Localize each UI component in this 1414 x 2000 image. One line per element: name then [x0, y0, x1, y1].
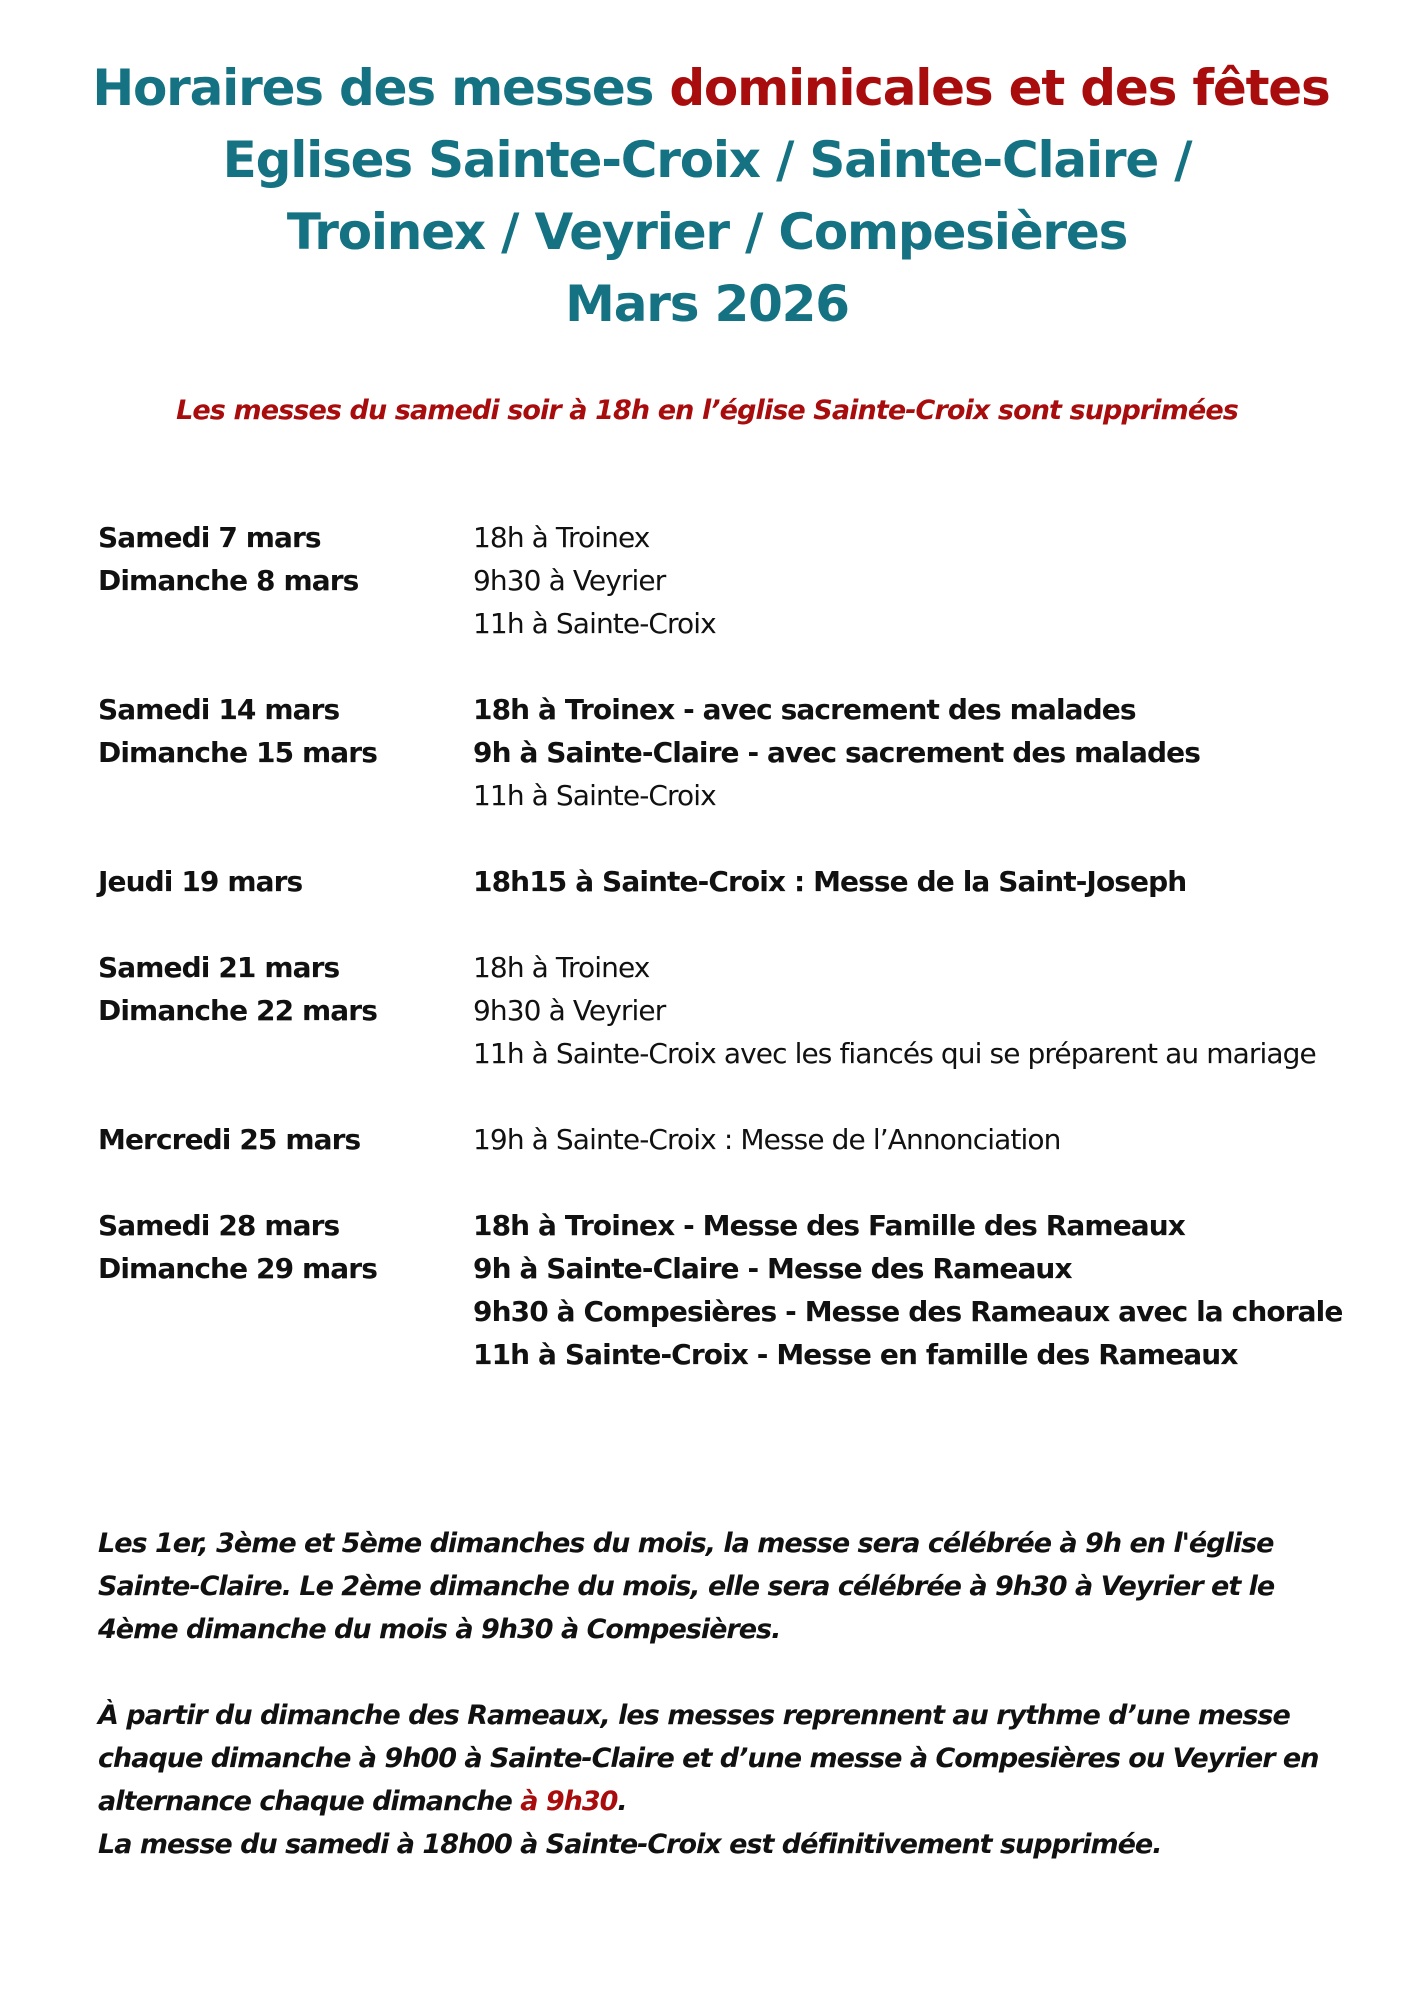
schedule-day: Mercredi 25 mars — [98, 1123, 361, 1156]
schedule-mass: 18h à Troinex - Messe des Famille des Rameaux — [473, 1209, 1185, 1242]
schedule-mass: 18h15 à Sainte-Croix : Messe de la Saint-Joseph — [473, 865, 1187, 898]
mass-schedule — [98, 516, 1398, 1419]
schedule-mass: 9h à Sainte-Claire - Messe des Rameaux — [473, 1252, 1072, 1285]
schedule-group — [98, 860, 1398, 903]
schedule-masses — [473, 860, 1398, 903]
title-part-red: dominicales et des fêtes — [669, 59, 1330, 117]
schedule-group — [98, 516, 1398, 645]
schedule-day: Samedi 21 mars — [98, 951, 340, 984]
schedule-mass: 18h à Troinex - avec sacrement des malades — [473, 693, 1136, 726]
note-rameaux-highlight: à 9h30 — [520, 1786, 618, 1817]
suppression-notice: Les messes du samedi soir à 18h en l’église Sainte-Croix sont supprimées — [176, 395, 1238, 426]
schedule-days — [98, 946, 473, 1075]
schedule-day: Samedi 7 mars — [98, 521, 321, 554]
note-paragraph-rameaux — [98, 1694, 1358, 1823]
schedule-day: Samedi 28 mars — [98, 1209, 340, 1242]
notes-section — [98, 1522, 1358, 1909]
schedule-group — [98, 1118, 1398, 1161]
schedule-masses — [473, 688, 1398, 817]
month-title: Mars 2026 — [565, 275, 849, 333]
schedule-mass: 19h à Sainte-Croix : Messe de l’Annonciation — [473, 1123, 1061, 1156]
schedule-mass: 11h à Sainte-Croix - Messe en famille des Rameaux — [473, 1338, 1238, 1371]
schedule-masses — [473, 946, 1398, 1075]
schedule-mass: 9h à Sainte-Claire - avec sacrement des malades — [473, 736, 1201, 769]
schedule-mass: 11h à Sainte-Croix — [473, 779, 716, 812]
schedule-masses — [473, 1118, 1398, 1161]
schedule-days — [98, 688, 473, 817]
schedule-day: Dimanche 8 mars — [98, 564, 359, 597]
schedule-mass: 11h à Sainte-Croix avec les fiancés qui se préparent au mariage — [473, 1037, 1316, 1070]
schedule-masses — [473, 1204, 1398, 1376]
schedule-mass: 18h à Troinex — [473, 951, 650, 984]
schedule-masses — [473, 516, 1398, 645]
note-paragraph-suppression: La messe du samedi à 18h00 à Sainte-Croix est définitivement supprimée. — [98, 1829, 1162, 1860]
note-paragraph-rotation: Les 1er, 3ème et 5ème dimanches du mois, la messe sera célébrée à 9h en l'église Sainte-Claire. Le 2ème dimanche du mois, elle sera célébrée à 9h30 à Veyrier et le 4ème dimanche du mois à 9h30 à Compesières. — [98, 1528, 1275, 1645]
schedule-mass: 18h à Troinex — [473, 521, 650, 554]
schedule-group — [98, 1204, 1398, 1376]
schedule-days — [98, 1118, 473, 1161]
schedule-day: Jeudi 19 mars — [98, 865, 303, 898]
schedule-day: Dimanche 29 mars — [98, 1252, 377, 1285]
page-title — [0, 52, 1414, 124]
page-header — [0, 52, 1414, 340]
schedule-mass: 9h30 à Veyrier — [473, 564, 666, 597]
schedule-day: Dimanche 22 mars — [98, 994, 377, 1027]
schedule-days — [98, 516, 473, 645]
schedule-day: Samedi 14 mars — [98, 693, 340, 726]
schedule-mass: 9h30 à Compesières - Messe des Rameaux avec la chorale — [473, 1295, 1343, 1328]
title-part-teal: Horaires des messes — [92, 59, 670, 117]
schedule-mass: 11h à Sainte-Croix — [473, 607, 716, 640]
schedule-days — [98, 1204, 473, 1376]
schedule-day: Dimanche 15 mars — [98, 736, 377, 769]
schedule-group — [98, 946, 1398, 1075]
churches-line-2: Troinex / Veyrier / Compesières — [286, 203, 1128, 261]
schedule-days — [98, 860, 473, 903]
schedule-group — [98, 688, 1398, 817]
schedule-mass: 9h30 à Veyrier — [473, 994, 666, 1027]
note-rameaux-end: . — [617, 1786, 627, 1817]
note-rameaux-text: À partir du dimanche des Rameaux, les messes reprennent au rythme d’une messe chaque dimanche à 9h00 à Sainte-Claire et d’une messe à Compesières ou Veyrier en alternance chaque dimanche — [98, 1700, 1319, 1817]
churches-line-1: Eglises Sainte-Croix / Sainte-Claire / — [222, 131, 1192, 189]
